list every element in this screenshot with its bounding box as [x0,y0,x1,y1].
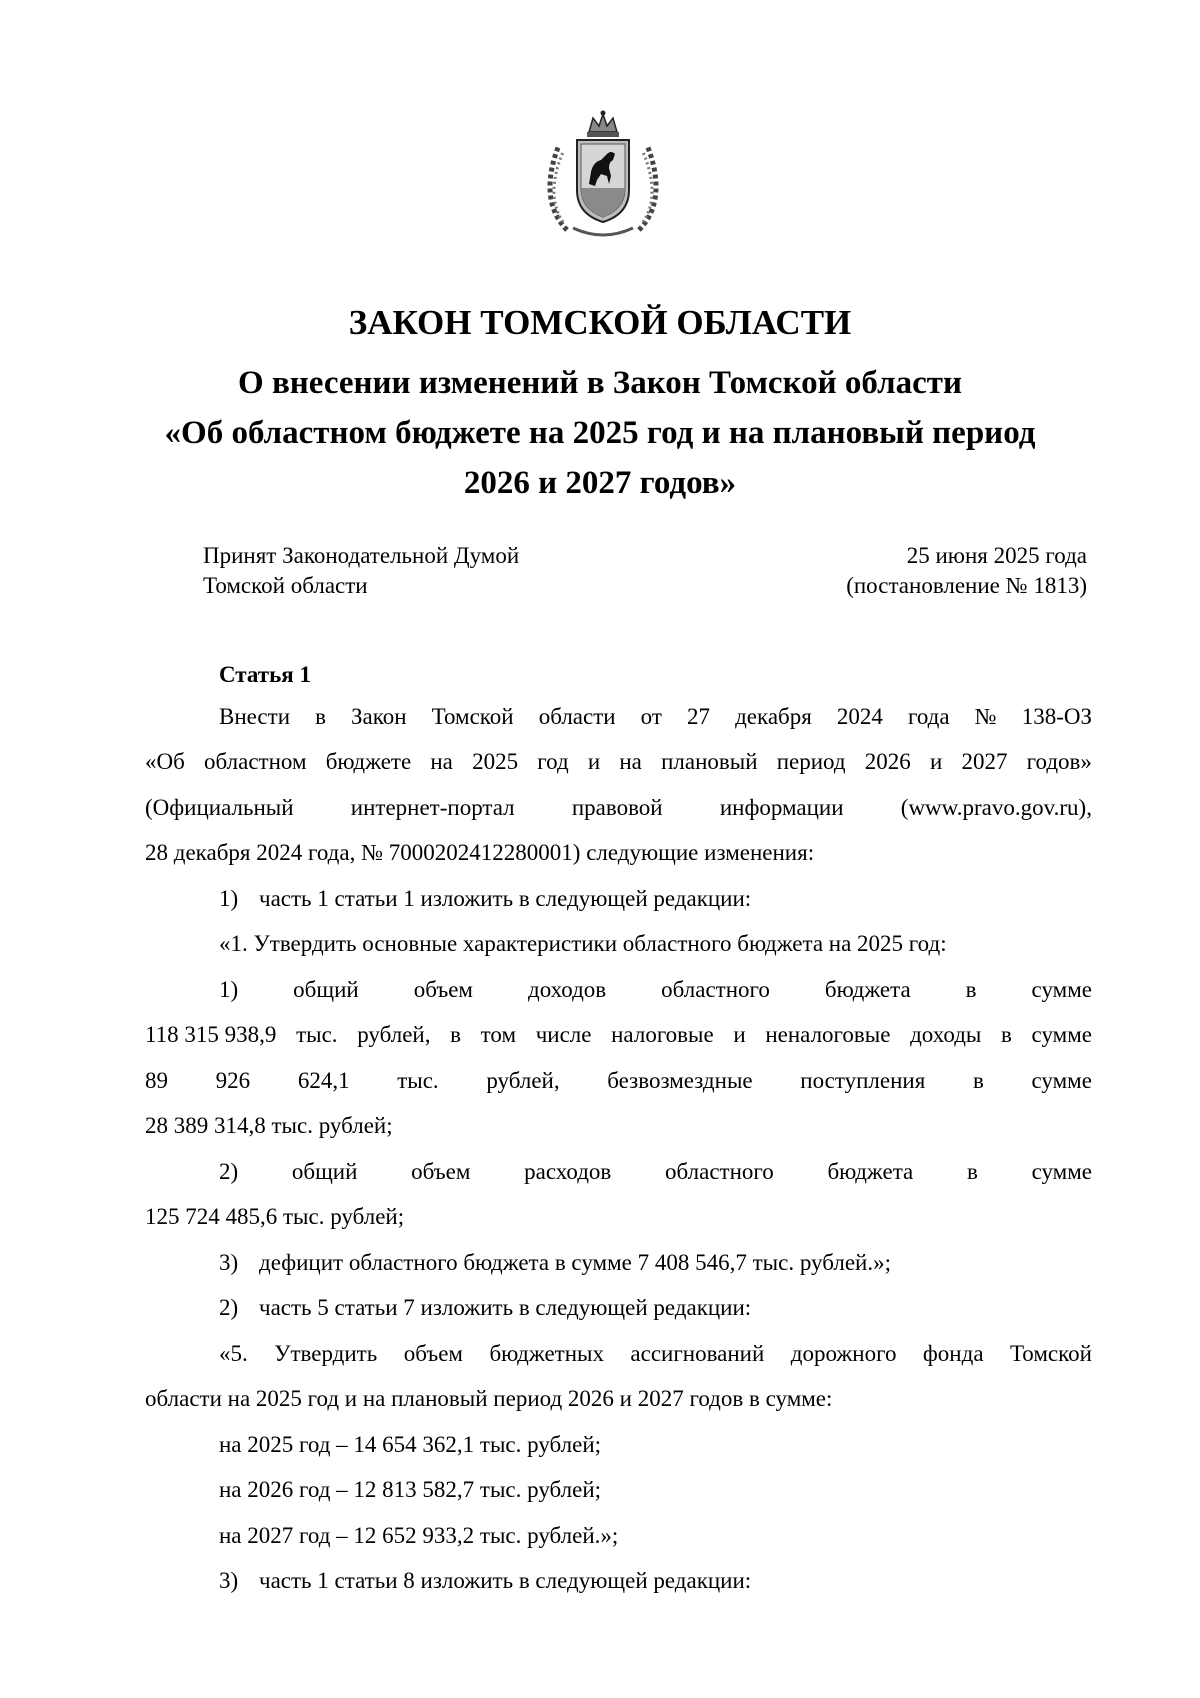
year-amount-line: на 2027 год – 12 652 933,2 тыс. рублей.»; [219,1523,619,1548]
word: том [480,1022,517,1047]
word: числе [535,1022,592,1047]
word: период [776,749,846,774]
word: 624,1 [297,1068,350,1093]
list-item-number: 2) [219,1295,239,1320]
word: налоговые [611,1022,714,1047]
word: Закон [351,704,407,729]
adopted-by-line: Принят Законодательной Думой [203,543,520,568]
word: 2025 [472,749,519,774]
word: 89 [145,1068,168,1093]
document-subtitle-line: 2026 и 2027 годов» [463,465,737,501]
paragraph-line [145,747,1092,777]
paragraph-line: области на 2025 год и на плановый период 2026 и 2027 годов в сумме: [145,1386,833,1411]
quoted-paragraph-line: «1. Утвердить основные характеристики областного бюджета на 2025 год: [219,931,947,956]
word: сумме [1031,1022,1092,1047]
list-item-number: 3) [219,1250,239,1275]
coat-of-arms-emblem [537,110,669,242]
list-item-text: часть 1 статьи 1 изложить в следующей редакции: [259,886,752,911]
word: 138-ОЗ [1021,704,1092,729]
word: неналоговые [765,1022,891,1047]
list-item [219,884,751,914]
word: года [907,704,950,729]
word: 118 315 938,9 [145,1022,277,1047]
word: объем [411,1159,471,1184]
word: в [1001,1022,1012,1047]
word: области [538,704,616,729]
paragraph-line [145,1066,1092,1096]
word: ассигнований [630,1341,765,1366]
word: в [450,1022,461,1047]
word: объем [403,1341,463,1366]
word: декабря [735,704,812,729]
word: общий [293,977,359,1002]
paragraph-line [219,1157,1092,1187]
word: и [929,749,943,774]
paragraph-line [219,702,1092,732]
adopted-by-line: Томской области [203,573,368,598]
paragraph-line [145,1020,1092,1050]
word: сумме [1031,1159,1092,1184]
year-amount-line: на 2026 год – 12 813 582,7 тыс. рублей; [219,1477,602,1502]
resolution-number: (постановление № 1813) [846,573,1087,598]
list-item-text: дефицит областного бюджета в сумме 7 408 546,7 тыс. рублей.»; [259,1250,891,1275]
word: тыс. [397,1068,439,1093]
list-item-number: 3) [219,1568,239,1593]
document-subtitle-line: О внесении изменений в Закон Томской области [238,365,962,401]
list-item-text: часть 1 статьи 8 изложить в следующей редакции: [259,1568,752,1593]
word: рублей, [486,1068,560,1093]
word: бюджета [824,977,911,1002]
paragraph-line [219,975,1092,1005]
word: и [733,1022,746,1047]
word: информации [719,795,844,820]
word: областного [665,1159,774,1184]
word: бюджете [325,749,412,774]
article-heading: Статья 1 [219,662,311,687]
word: областном [204,749,307,774]
word: общий [291,1159,358,1184]
word: и [587,749,601,774]
word: сумме [1031,977,1092,1002]
word: плановый [661,749,758,774]
list-item-number: 1) [219,886,239,911]
word: Томской [431,704,514,729]
word: сумме [1031,1068,1092,1093]
word: № [974,704,997,729]
word: 27 [687,704,710,729]
word: 2027 [961,749,1008,774]
word: (www.pravo.gov.ru), [900,795,1092,820]
list-item [219,1293,751,1323]
year-amount-line: на 2025 год – 14 654 362,1 тыс. рублей; [219,1432,602,1457]
word: дорожного [790,1341,897,1366]
word: годов» [1026,749,1092,774]
word: бюджета [827,1159,914,1184]
word: областного [661,977,770,1002]
quoted-paragraph-line [219,1339,1092,1369]
adoption-date: 25 июня 2025 года [906,543,1087,568]
word: тыс. [296,1022,338,1047]
word: 2026 [864,749,911,774]
word: интернет-портал [350,795,515,820]
word: от [640,704,662,729]
word: на [430,749,453,774]
document-subtitle-line: «Об областном бюджете на 2025 год и на плановый период [164,415,1036,451]
word: доходы [910,1022,982,1047]
word: рублей, [357,1022,431,1047]
word: год [537,749,569,774]
word: (Официальный [145,795,294,820]
word: «5. [219,1341,248,1366]
word: расходов [524,1159,612,1184]
word: объем [413,977,473,1002]
word: бюджетных [489,1341,604,1366]
word: безвозмездные [607,1068,753,1093]
word: в [972,1068,984,1093]
list-item [219,1566,751,1596]
word: Утвердить [274,1341,378,1366]
list-item [219,1248,891,1278]
word: в [966,1159,978,1184]
word: 926 [215,1068,251,1093]
paragraph-line: 28 декабря 2024 года, № 7000202412280001) следующие изменения: [145,840,815,865]
word: в [315,704,326,729]
word: «Об [145,749,185,774]
word: в [965,977,977,1002]
paragraph-line [145,793,1092,823]
word: доходов [528,977,607,1002]
word: на [619,749,642,774]
word: 2) [219,1159,239,1184]
paragraph-line: 28 389 314,8 тыс. рублей; [145,1113,393,1138]
document-title: ЗАКОН ТОМСКОЙ ОБЛАСТИ [348,303,852,342]
paragraph-line: 125 724 485,6 тыс. рублей; [145,1204,405,1229]
word: правовой [571,795,663,820]
word: Томской [1009,1341,1092,1366]
word: Внести [219,704,290,729]
word: 1) [219,977,239,1002]
word: 2024 [836,704,883,729]
word: фонда [922,1341,984,1366]
list-item-text: часть 5 статьи 7 изложить в следующей редакции: [259,1295,752,1320]
word: поступления [800,1068,926,1093]
